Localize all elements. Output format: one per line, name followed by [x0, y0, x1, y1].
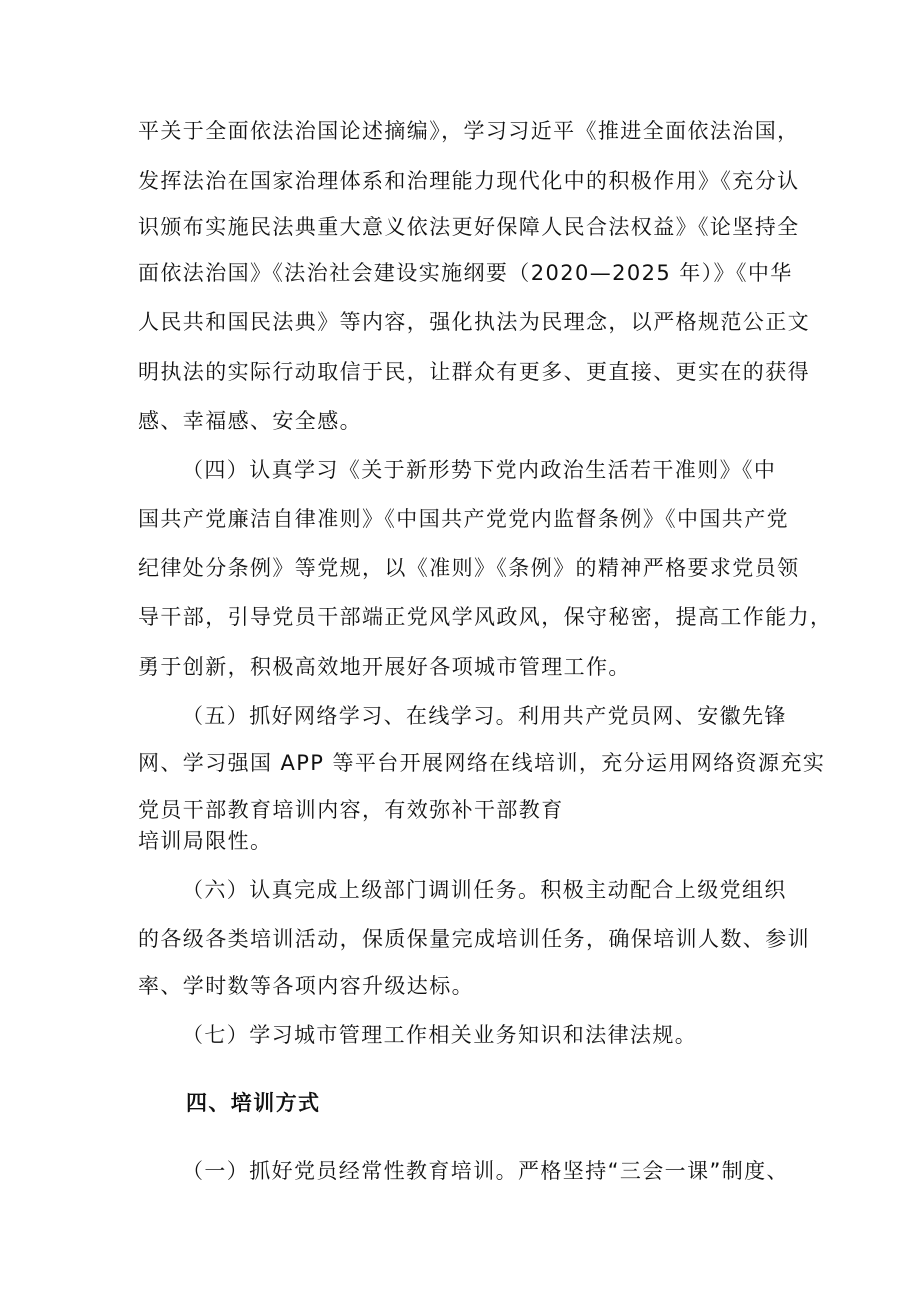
text-line-3: 识颁布实施民法典重大意义依法更好保障人民合法权益》《论坚持全 — [138, 215, 800, 239]
text-line-11: 导干部，引导党员干部端正党风学风政风，保守秘密，提高工作能力， — [138, 605, 833, 629]
text-line-19: 率、学时数等各项内容升级达标。 — [138, 974, 474, 998]
text-line-8: （四）认真学习《关于新形势下党内政治生活若干准则》《中 — [182, 458, 777, 482]
text-line-20: （七）学习城市管理工作相关业务知识和法律法规。 — [182, 1023, 698, 1047]
text-line-7: 感、幸福感、安全感。 — [138, 409, 362, 433]
text-line-2: 发挥法治在国家治理体系和治理能力现代化中的积极作用》《充分认 — [138, 169, 800, 193]
text-line-17: （六）认真完成上级部门调训任务。积极主动配合上级党组织 — [182, 878, 787, 902]
text-line-10: 纪律处分条例》等党规，以《准则》《条例》的精神严格要求党员领 — [138, 556, 800, 580]
text-line-22: （一）抓好党员经常性教育培训。严格坚持“三会一课”制度、 — [182, 1159, 789, 1183]
text-line-13: （五）抓好网络学习、在线学习。利用共产党员网、安徽先锋 — [182, 704, 787, 728]
text-line-12: 勇于创新，积极高效地开展好各项城市管理工作。 — [138, 655, 631, 679]
text-line-16: 培训局限性。 — [138, 829, 273, 853]
text-line-9: 国共产党廉洁自律准则》《中国共产党党内监督条例》《中国共产党 — [138, 507, 789, 531]
section-heading: 四、培训方式 — [186, 1091, 321, 1115]
text-line-6: 明执法的实际行动取信于民，让群众有更多、更直接、更实在的获得 — [138, 360, 810, 384]
text-line-4: 面依法治国》《法治社会建设实施纲要（2020—2025 年）》《中华 — [138, 261, 793, 285]
text-line-14: 网、学习强国 APP 等平台开展网络在线培训，充分运用网络资源充实 — [138, 751, 826, 775]
text-line-15: 党员干部教育培训内容，有效弥补干部教育 — [138, 798, 564, 822]
text-line-18: 的各级各类培训活动，保质保量完成培训任务，确保培训人数、参训 — [138, 927, 810, 951]
text-line-1: 平关于全面依法治国论述摘编》，学习习近平《推进全面依法治国， — [138, 119, 800, 143]
text-line-5: 人民共和国民法典》等内容，强化执法为民理念，以严格规范公正文 — [138, 310, 810, 334]
